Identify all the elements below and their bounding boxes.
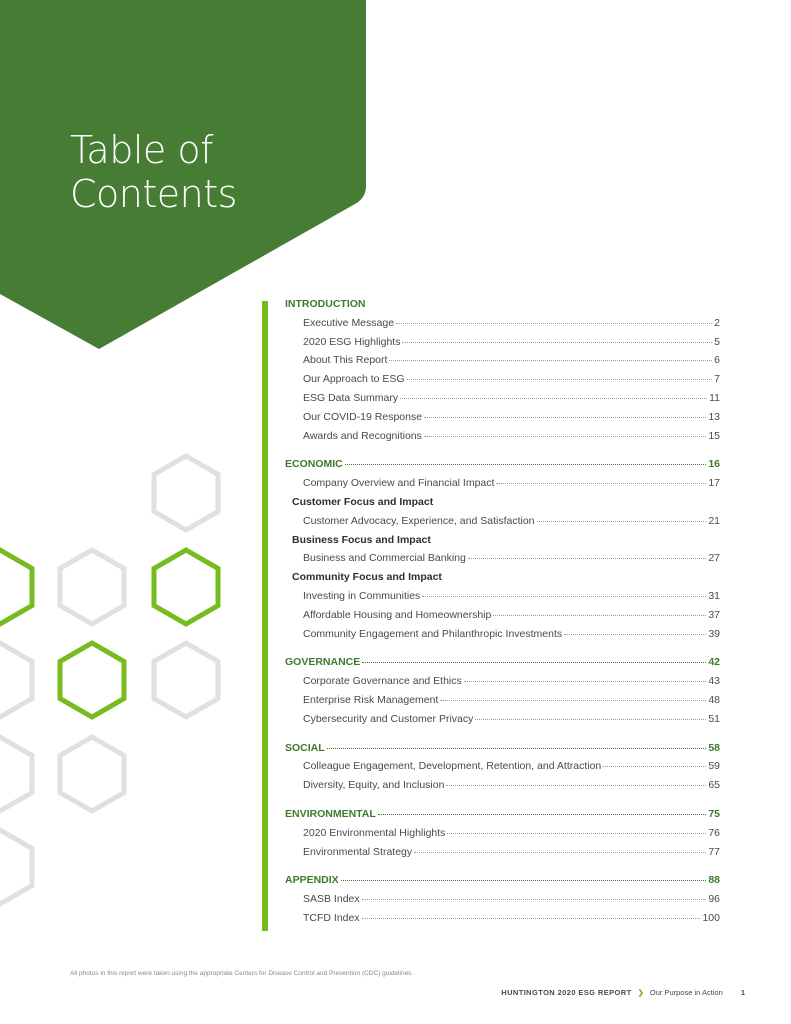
dot-leader xyxy=(537,521,707,522)
dot-leader xyxy=(496,483,706,484)
toc-entry-label: Investing in Communities xyxy=(303,589,421,602)
hexagon-grey xyxy=(0,643,32,717)
page-title-line2: Contents xyxy=(70,172,237,216)
toc-subheading xyxy=(285,496,720,515)
toc-entry[interactable] xyxy=(285,675,720,694)
toc-entry[interactable] xyxy=(285,827,720,846)
toc-entry-label: Executive Message xyxy=(303,316,395,329)
dot-leader xyxy=(424,417,706,418)
toc-entry[interactable] xyxy=(285,609,720,628)
toc-entry-label: Corporate Governance and Ethics xyxy=(303,675,462,688)
toc-accent-bar xyxy=(262,301,268,931)
dot-leader xyxy=(468,558,706,559)
dot-leader xyxy=(475,719,706,720)
hexagon-grey xyxy=(60,550,124,624)
toc-page-number: 2 xyxy=(714,316,720,329)
hexagon-grey xyxy=(0,830,32,904)
toc-entry[interactable] xyxy=(285,846,720,865)
dot-leader xyxy=(345,464,707,465)
page-title-line1: Table of xyxy=(70,128,213,172)
toc-section-heading[interactable] xyxy=(285,742,720,761)
toc-entry[interactable] xyxy=(285,477,720,496)
toc-entry-label: Colleague Engagement, Development, Retention, and Attraction xyxy=(303,760,602,773)
toc-page-number: 11 xyxy=(709,391,720,404)
toc-page-number: 16 xyxy=(708,458,720,471)
toc-page-number: 37 xyxy=(708,608,720,621)
toc-entry[interactable] xyxy=(285,515,720,534)
dot-leader xyxy=(564,634,706,635)
dot-leader xyxy=(362,662,706,663)
page-footer xyxy=(501,988,745,997)
dot-leader xyxy=(464,681,707,682)
dot-leader xyxy=(396,323,712,324)
toc-entry-label: INTRODUCTION xyxy=(285,298,366,310)
dot-leader xyxy=(446,785,706,786)
toc-entry[interactable] xyxy=(285,373,720,392)
toc-entry[interactable] xyxy=(285,392,720,411)
footer-section-name: Our Purpose in Action xyxy=(649,988,723,997)
toc-page-number: 21 xyxy=(708,514,720,527)
toc-subheading xyxy=(285,571,720,590)
dot-leader xyxy=(327,748,707,749)
toc-entry[interactable] xyxy=(285,317,720,336)
toc-page-number: 75 xyxy=(708,807,720,820)
toc-entry-label: TCFD Index xyxy=(303,911,360,924)
toc-entry-label: Customer Advocacy, Experience, and Satisfaction xyxy=(303,514,535,527)
toc-page-number: 76 xyxy=(708,826,720,839)
toc-entry-label: Company Overview and Financial Impact xyxy=(303,477,495,490)
toc-entry[interactable] xyxy=(285,552,720,571)
toc-subheading xyxy=(285,534,720,553)
toc-entry-label: Diversity, Equity, and Inclusion xyxy=(303,779,445,792)
toc-page-number: 59 xyxy=(708,760,720,773)
toc-entry-label: ESG Data Summary xyxy=(303,391,399,404)
toc-section-heading[interactable] xyxy=(285,458,720,477)
dot-leader xyxy=(402,342,712,343)
toc-section-heading[interactable] xyxy=(285,298,720,317)
toc-page-number: 17 xyxy=(708,477,720,490)
hexagon-grey xyxy=(154,643,218,717)
toc-page-number: 27 xyxy=(708,552,720,565)
dot-leader xyxy=(400,398,707,399)
hexagon-grey xyxy=(60,737,124,811)
toc-page-number: 65 xyxy=(708,779,720,792)
toc-entry[interactable] xyxy=(285,779,720,798)
toc-page-number: 42 xyxy=(708,656,720,669)
toc-entry[interactable] xyxy=(285,336,720,355)
toc-page-number: 88 xyxy=(708,874,720,887)
toc-entry[interactable] xyxy=(285,694,720,713)
toc-entry-label: Our Approach to ESG xyxy=(303,373,405,386)
toc-entry[interactable] xyxy=(285,893,720,912)
toc-entry[interactable] xyxy=(285,628,720,647)
toc-entry-label: Awards and Recognitions xyxy=(303,429,422,442)
dot-leader xyxy=(407,379,713,380)
toc-entry[interactable] xyxy=(285,912,720,931)
toc-entry[interactable] xyxy=(285,411,720,430)
toc-entry[interactable] xyxy=(285,430,720,449)
toc-entry-label: Customer Focus and Impact xyxy=(292,495,434,508)
toc-section-heading[interactable] xyxy=(285,808,720,827)
toc-page-number: 15 xyxy=(708,429,720,442)
hexagon-grey xyxy=(154,456,218,530)
dot-leader xyxy=(341,880,707,881)
dot-leader xyxy=(424,436,706,437)
toc-entry[interactable] xyxy=(285,713,720,732)
toc-entry-label: Enterprise Risk Management xyxy=(303,693,439,706)
toc-entry-label: SOCIAL xyxy=(285,741,325,754)
toc-entry[interactable] xyxy=(285,590,720,609)
toc-entry-label: ECONOMIC xyxy=(285,458,343,471)
toc-page-number: 48 xyxy=(708,693,720,706)
toc-page-number: 6 xyxy=(714,354,720,367)
dot-leader xyxy=(440,700,706,701)
hexagon-green xyxy=(0,550,32,624)
table-of-contents xyxy=(285,298,720,931)
toc-page-number: 58 xyxy=(708,741,720,754)
toc-page-number: 77 xyxy=(708,845,720,858)
toc-entry[interactable] xyxy=(285,760,720,779)
toc-entry[interactable] xyxy=(285,354,720,373)
dot-leader xyxy=(389,360,712,361)
toc-entry-label: ENVIRONMENTAL xyxy=(285,807,376,820)
toc-page-number: 7 xyxy=(714,373,720,386)
toc-page-number: 100 xyxy=(702,911,720,924)
toc-page-number: 39 xyxy=(708,627,720,640)
toc-page-number: 13 xyxy=(708,410,720,423)
toc-entry-label: GOVERNANCE xyxy=(285,656,361,669)
dot-leader xyxy=(362,899,707,900)
toc-page-number: 96 xyxy=(708,893,720,906)
photo-footnote: All photos in this report were taken using the appropriate Centers for Disease Control and Prevention (CDC) guidelines. xyxy=(70,970,414,977)
dot-leader xyxy=(603,766,706,767)
toc-page-number: 51 xyxy=(708,712,720,725)
dot-leader xyxy=(447,833,706,834)
hexagon-green xyxy=(60,643,124,717)
toc-entry-label: 2020 ESG Highlights xyxy=(303,335,401,348)
toc-entry-label: Our COVID-19 Response xyxy=(303,410,423,423)
toc-page-number: 43 xyxy=(708,675,720,688)
chevron-right-icon: ❯ xyxy=(637,988,644,997)
hexagon-green xyxy=(154,550,218,624)
dot-leader xyxy=(493,615,706,616)
toc-entry-label: Affordable Housing and Homeownership xyxy=(303,608,492,621)
toc-section-heading[interactable] xyxy=(285,874,720,893)
toc-page-number: 5 xyxy=(714,335,720,348)
toc-section-heading[interactable] xyxy=(285,656,720,675)
toc-entry-label: About This Report xyxy=(303,354,388,367)
toc-entry-label: Community Engagement and Philanthropic Investments xyxy=(303,627,563,640)
dot-leader xyxy=(362,918,701,919)
toc-entry-label: Environmental Strategy xyxy=(303,845,413,858)
toc-entry-label: Community Focus and Impact xyxy=(292,571,442,584)
toc-page-number: 31 xyxy=(708,589,720,602)
toc-entry-label: SASB Index xyxy=(303,893,360,906)
page-number: 1 xyxy=(740,988,745,997)
dot-leader xyxy=(422,596,706,597)
hexagon-grey xyxy=(0,737,32,811)
decorative-hexagon-pattern xyxy=(0,440,260,920)
toc-entry-label: Business Focus and Impact xyxy=(292,533,431,546)
dot-leader xyxy=(414,852,706,853)
toc-entry-label: 2020 Environmental Highlights xyxy=(303,826,446,839)
footer-report-title: HUNTINGTON 2020 ESG REPORT xyxy=(501,988,632,997)
toc-entry-label: Business and Commercial Banking xyxy=(303,552,466,565)
toc-entry-label: Cybersecurity and Customer Privacy xyxy=(303,712,474,725)
dot-leader xyxy=(378,814,707,815)
page-title xyxy=(70,128,237,216)
toc-entry-label: APPENDIX xyxy=(285,874,339,887)
